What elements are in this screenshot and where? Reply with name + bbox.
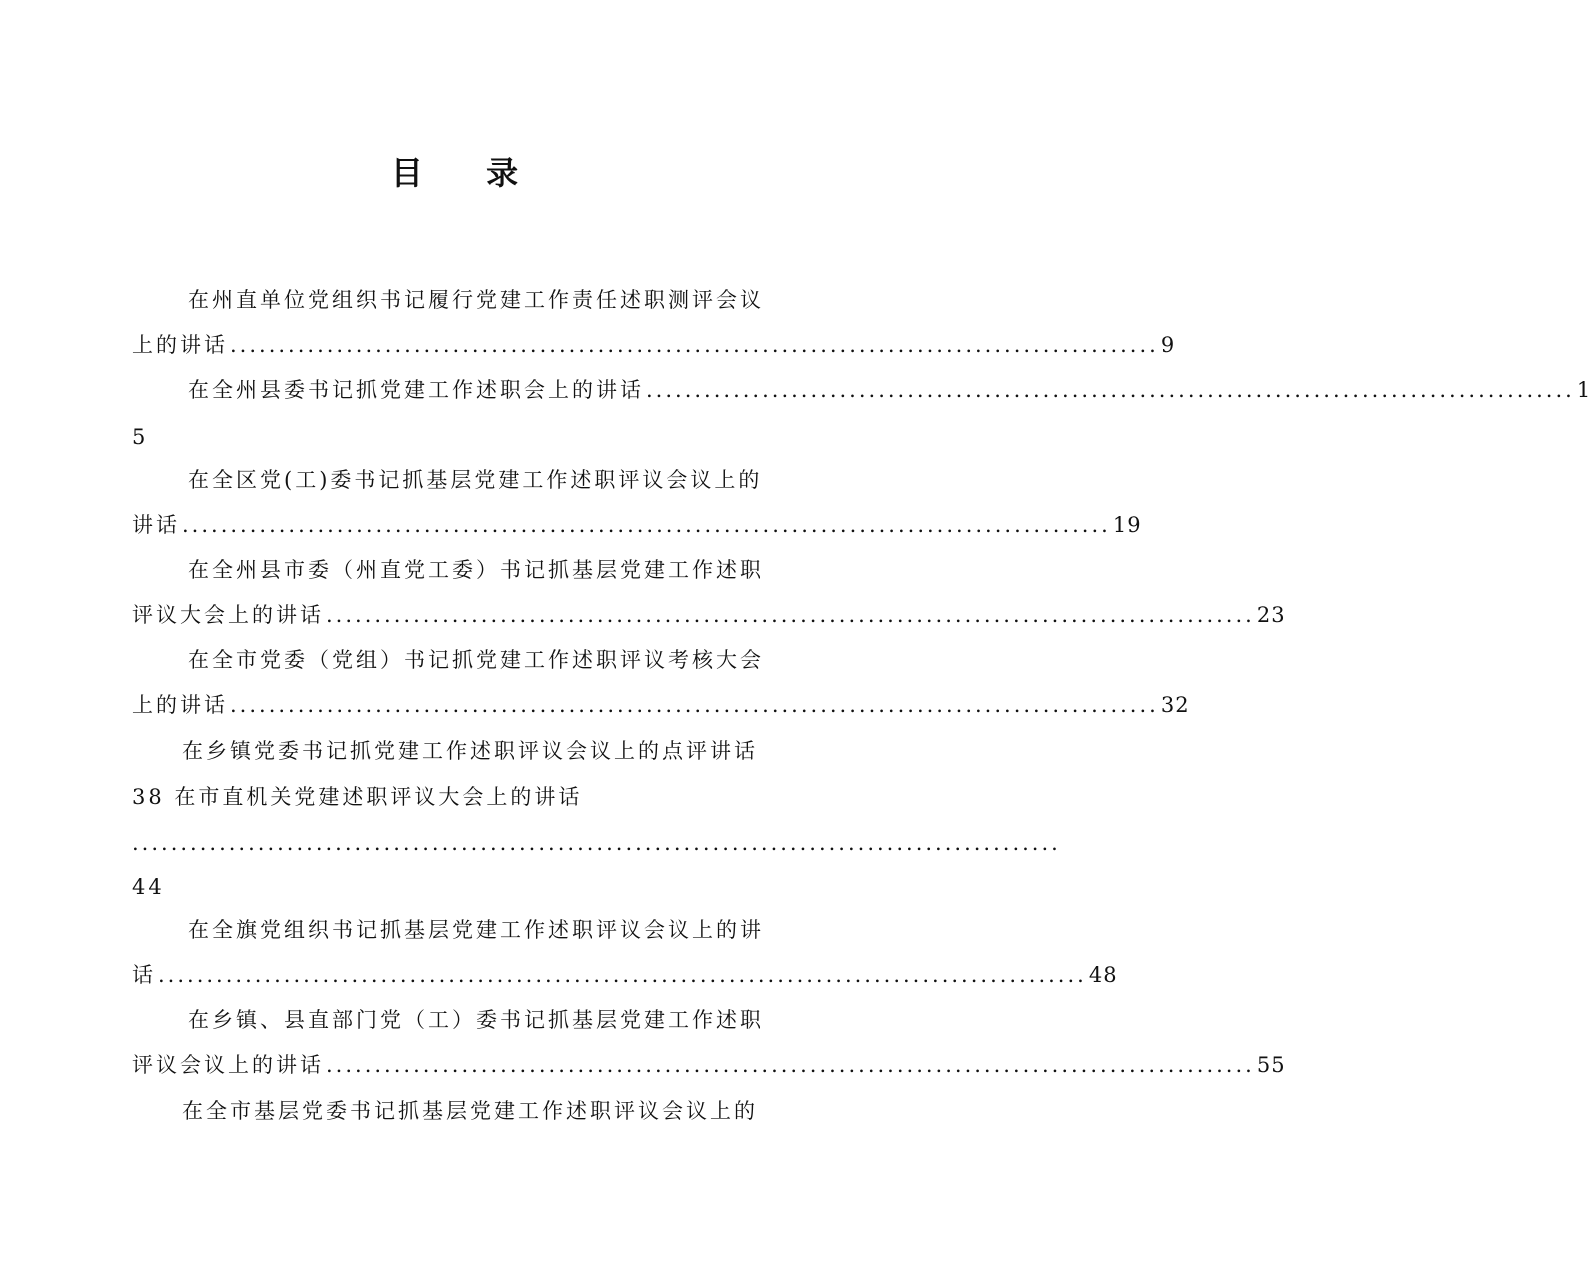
leader-dots: ................................................................................................	[326, 1053, 1255, 1077]
toc-entry-8-line1: 在乡镇、县直部门党（工）委书记抓基层党建工作述职	[188, 1008, 764, 1032]
toc-entry-3-text: 讲话	[132, 513, 180, 537]
toc-entry-2-page-part1: 1	[1576, 378, 1591, 402]
toc-entry-1-page: 9	[1160, 333, 1176, 357]
toc-entry-4-page: 23	[1256, 603, 1286, 627]
toc-entry-7-line2	[132, 960, 1118, 990]
toc-entry-7-line1: 在全旗党组织书记抓基层党建工作述职评议会议上的讲	[188, 918, 764, 942]
toc-entry-5-line2	[132, 690, 1190, 720]
toc-entry-3-line2	[132, 510, 1142, 540]
toc-entry-1-text: 上的讲话	[132, 333, 228, 357]
toc-entry-2-page-part2: 5	[132, 425, 149, 449]
leader-dots: ................................................................................................	[182, 513, 1111, 537]
toc-entry-8-page: 55	[1256, 1053, 1286, 1077]
toc-entry-4-line2	[132, 600, 1286, 630]
toc-title: 目 录	[390, 154, 545, 192]
toc-entry-2-line1	[188, 375, 1591, 405]
leader-dots: ................................................................................................	[230, 333, 1159, 357]
toc-entry-7-page: 48	[1088, 963, 1118, 987]
toc-entry-4-text: 评议大会上的讲话	[132, 603, 324, 627]
leader-dots: ................................................................................................	[132, 831, 1061, 855]
toc-entry-3-page: 19	[1112, 513, 1142, 537]
toc-entry-6-line1: 在乡镇党委书记抓党建工作述职评议会议上的点评讲话	[182, 739, 758, 763]
toc-entry-6-line2: 38 在市直机关党建述职评议大会上的讲话	[132, 785, 583, 809]
leader-dots: ................................................................................................	[158, 963, 1087, 987]
leader-dots: ................................................................................................	[646, 378, 1575, 402]
toc-entry-5-line1: 在全市党委（党组）书记抓党建工作述职评议考核大会	[188, 648, 764, 672]
toc-entry-8-line2	[132, 1050, 1286, 1080]
toc-entry-9-line1: 在全市基层党委书记抓基层党建工作述职评议会议上的	[182, 1099, 758, 1123]
toc-entry-4-line1: 在全州县市委（州直党工委）书记抓基层党建工作述职	[188, 558, 764, 582]
toc-entry-5-text: 上的讲话	[132, 693, 228, 717]
leader-dots: ................................................................................................	[326, 603, 1255, 627]
toc-entry-2-text: 在全州县委书记抓党建工作述职会上的讲话	[188, 378, 644, 402]
leader-dots: ................................................................................................	[230, 693, 1159, 717]
toc-entry-5-page: 32	[1160, 693, 1190, 717]
toc-entry-1-line2	[132, 330, 1176, 360]
toc-entry-6-page: 44	[132, 875, 165, 899]
toc-entry-8-text: 评议会议上的讲话	[132, 1053, 324, 1077]
toc-entry-1-line1: 在州直单位党组织书记履行党建工作责任述职测评会议	[188, 288, 764, 312]
toc-entry-7-text: 话	[132, 963, 156, 987]
toc-entry-3-line1: 在全区党(工)委书记抓基层党建工作述职评议会议上的	[188, 468, 763, 492]
